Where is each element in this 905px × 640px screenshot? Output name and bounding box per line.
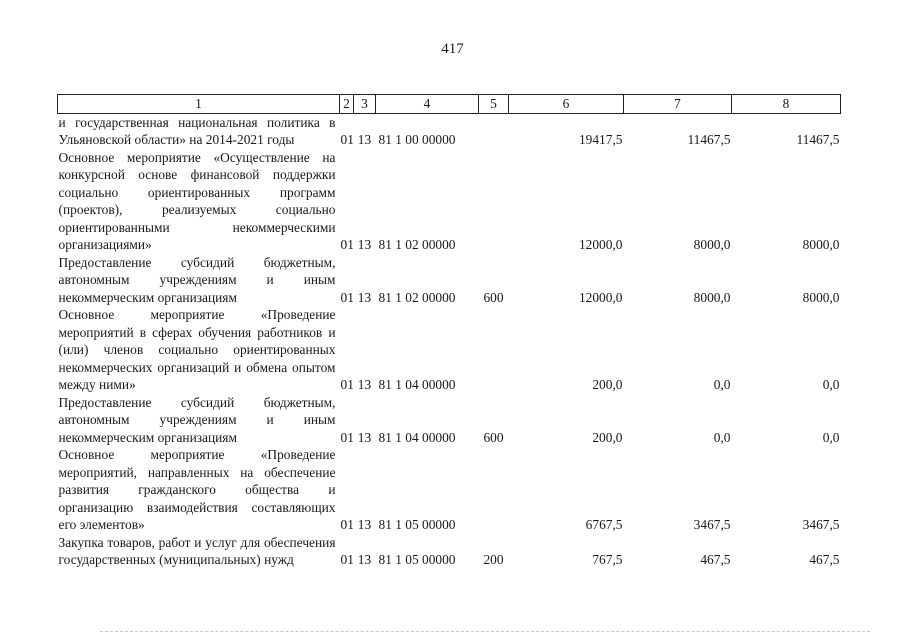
row-amount-col7: 467,5	[700, 552, 731, 567]
row-amount-col7: 11467,5	[687, 132, 731, 147]
row-amount-col6: 19417,5	[578, 132, 623, 147]
row-amount-col8: 8000,0	[802, 237, 840, 252]
row-subsection: 13	[357, 552, 372, 567]
row-target-code: 81 1 04 00000	[378, 429, 456, 445]
scan-edge-divider	[100, 631, 870, 632]
row-section: 01	[340, 552, 354, 567]
row-subsection: 13	[357, 289, 372, 305]
row-description: Основное мероприятие «Проведение мероприятий, направленных на обеспечение развития гражданского общества и организацию взаимодействия составляющих его элементов»	[58, 447, 336, 532]
row-target-code: 81 1 00 00000	[378, 132, 456, 147]
row-amount-col7: 0,0	[713, 429, 731, 445]
row-section: 01	[340, 237, 354, 252]
row-description: Закупка товаров, работ и услуг для обеспечения государственных (муниципальных) нужд	[58, 534, 336, 567]
row-subsection: 13	[357, 429, 372, 445]
row-amount-col8: 0,0	[822, 377, 840, 392]
column-header-8: 8	[732, 95, 841, 114]
table-row	[58, 446, 841, 534]
row-amount-col8: 11467,5	[796, 132, 840, 147]
column-header-1: 1	[58, 95, 340, 114]
row-amount-col6: 12000,0	[578, 237, 623, 252]
row-expense-type	[479, 113, 509, 149]
row-expense-type	[479, 306, 509, 394]
column-header-4: 4	[376, 95, 479, 114]
row-expense-type: 200	[483, 552, 504, 567]
page-number: 417	[441, 41, 464, 57]
row-target-code: 81 1 05 00000	[378, 517, 456, 532]
column-header-2: 2	[340, 95, 354, 114]
budget-table	[57, 94, 841, 569]
table-row	[58, 254, 841, 307]
row-subsection: 13	[357, 132, 372, 147]
table-row	[58, 149, 841, 254]
row-amount-col6: 200,0	[592, 429, 623, 445]
table-row	[58, 394, 841, 447]
row-amount-col8: 3467,5	[802, 517, 840, 532]
table-row	[58, 306, 841, 394]
row-amount-col7: 0,0	[713, 377, 731, 392]
row-subsection: 13	[357, 377, 372, 392]
row-target-code: 81 1 02 00000	[378, 237, 456, 252]
row-description: Предоставление субсидий бюджетным, автономным учреждениям и иным некоммерческим организациям	[58, 254, 336, 305]
row-section: 01	[340, 132, 354, 147]
row-section: 01	[340, 429, 354, 445]
row-expense-type: 600	[483, 429, 504, 445]
row-description: Основное мероприятие «Осуществление на конкурсной основе финансовой поддержки социально ориентированных программ (проектов), реализуемых социально ориентированными некоммерческими организациями»	[58, 149, 336, 252]
row-amount-col8: 8000,0	[802, 289, 840, 305]
row-description: Основное мероприятие «Проведение мероприятий в сферах обучения работников и (или) членов социально ориентированных некоммерческих организаций и обмена опытом между ними»	[58, 307, 336, 392]
row-amount-col8: 467,5	[809, 552, 840, 567]
row-amount-col7: 8000,0	[693, 289, 731, 305]
row-amount-col6: 6767,5	[585, 517, 623, 532]
row-section: 01	[340, 377, 354, 392]
row-section: 01	[340, 289, 354, 305]
row-amount-col7: 3467,5	[693, 517, 731, 532]
row-amount-col8: 0,0	[822, 429, 840, 445]
table-row	[58, 534, 841, 569]
table-row	[58, 113, 841, 149]
column-header-5: 5	[479, 95, 509, 114]
row-subsection: 13	[357, 517, 372, 532]
row-amount-col7: 8000,0	[693, 237, 731, 252]
column-header-6: 6	[509, 95, 624, 114]
row-expense-type	[479, 149, 509, 254]
row-expense-type: 600	[483, 289, 504, 305]
table-header-row	[58, 95, 841, 114]
row-section: 01	[340, 517, 354, 532]
column-header-7: 7	[624, 95, 732, 114]
row-target-code: 81 1 05 00000	[378, 552, 456, 567]
row-description: Предоставление субсидий бюджетным, автономным учреждениям и иным некоммерческим организациям	[58, 394, 336, 445]
row-amount-col6: 12000,0	[578, 289, 623, 305]
row-expense-type	[479, 446, 509, 534]
row-description: и государственная национальная политика в Ульяновской области» на 2014-2021 годы	[58, 114, 336, 147]
row-amount-col6: 767,5	[592, 552, 623, 567]
row-target-code: 81 1 04 00000	[378, 377, 456, 392]
row-amount-col6: 200,0	[592, 377, 623, 392]
row-subsection: 13	[357, 237, 372, 252]
row-target-code: 81 1 02 00000	[378, 289, 456, 305]
column-header-3: 3	[354, 95, 376, 114]
